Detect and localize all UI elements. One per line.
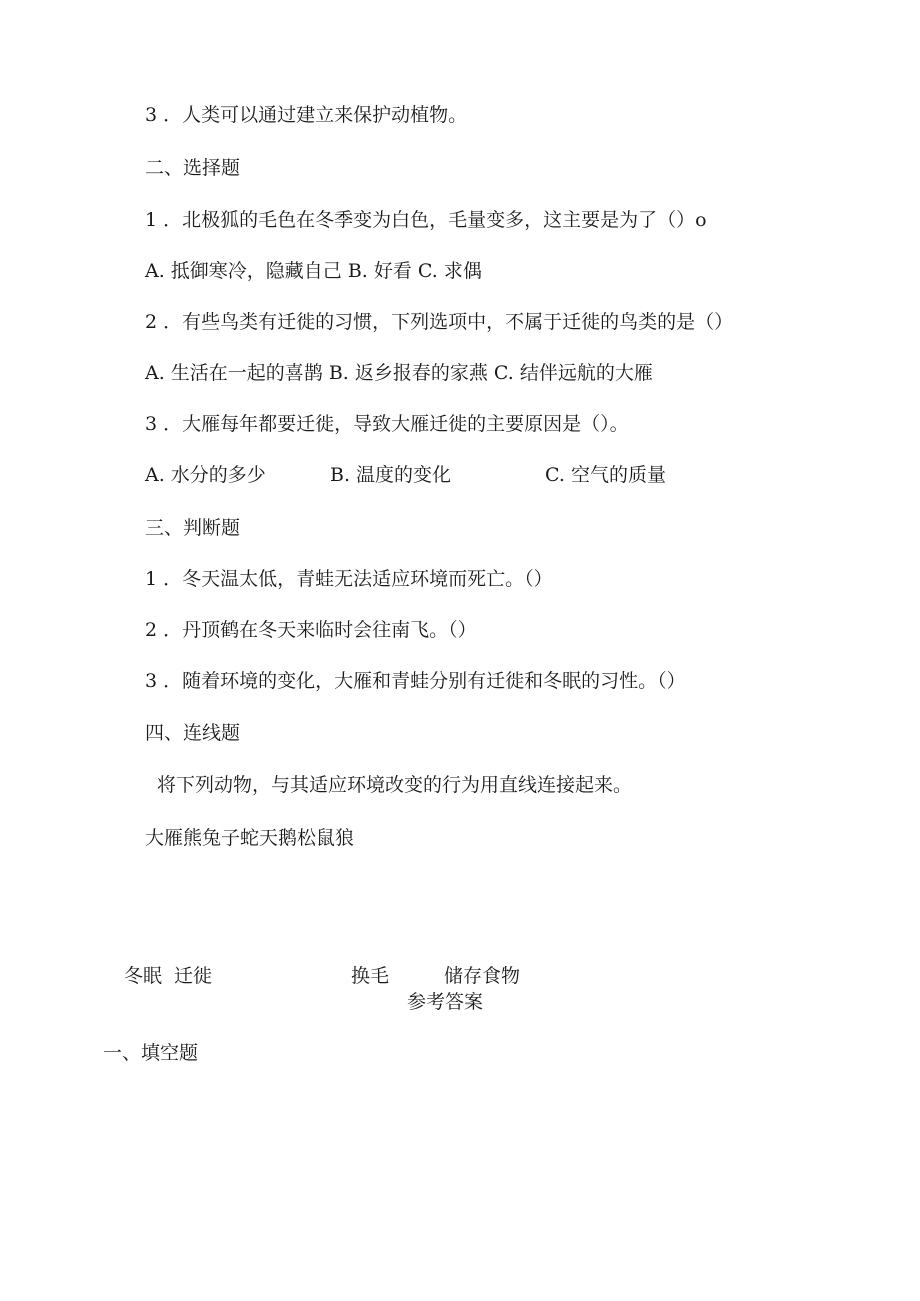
question-3-3: 3 ．随着环境的变化，大雁和青蛙分别有迁徙和冬眠的习性。（） [145,670,686,692]
question-3-2: 2 ．丹顶鹤在冬天来临时会往南飞。（） [145,619,477,641]
question-2-1-options: A. 抵御寒冷，隐藏自己 B. 好看 C. 求偶 [145,260,482,282]
question-1-3-fill: 3 ．人类可以通过建立来保护动植物。 [145,104,468,126]
behavior-store-food: 储存食物 [444,965,521,987]
behavior-row [124,964,624,988]
question-2-3: 3 ．大雁每年都要迁徙，导致大雁迁徙的主要原因是（）。 [145,413,629,435]
behavior-molt: 换毛 [351,965,390,987]
option-c: C. 空气的质量 [545,464,666,486]
option-b: B. 温度的变化 [330,464,452,486]
section-2-heading: 二、选择题 [145,157,241,179]
animal-list: 大雁熊兔子蛇天鹅松鼠狼 [145,827,355,849]
behavior-hibernate: 冬眠 [124,965,163,987]
section-4-instruction: 将下列动物，与其适应环境改变的行为用直线连接起来。 [157,774,633,796]
option-a: A. 水分的多少 [145,464,266,486]
behavior-migrate: 迁徙 [174,965,213,987]
section-4-heading: 四、连线题 [145,722,241,744]
question-2-2-options: A. 生活在一起的喜鹊 B. 返乡报春的家燕 C. 结伴远航的大雁 [145,362,653,384]
section-3-heading: 三、判断题 [145,517,241,539]
answers-section-1-heading: 一、填空题 [103,1042,199,1064]
question-2-1: 1 ．北极狐的毛色在冬季变为白色，毛量变多，这主要是为了（）o [145,209,707,231]
question-3-1: 1 ．冬天温太低，青蛙无法适应环境而死亡。（） [145,568,553,590]
question-2-2: 2 ．有些鸟类有迁徙的习惯，下列选项中，不属于迁徙的鸟类的是（） [145,311,734,333]
answers-title: 参考答案 [407,991,484,1013]
